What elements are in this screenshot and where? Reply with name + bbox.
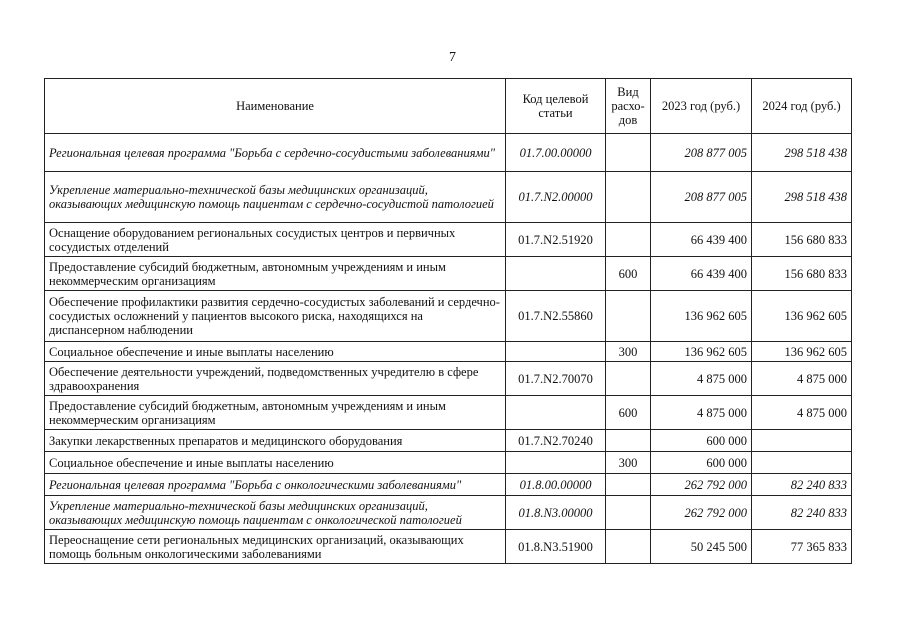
row-name: Предоставление субсидий бюджетным, автономным учреждениям и иным некоммерческим организациям (45, 257, 506, 291)
row-name: Предоставление субсидий бюджетным, автономным учреждениям и иным некоммерческим организациям (45, 396, 506, 430)
row-expense-type (606, 474, 651, 496)
row-amount-2024: 156 680 833 (752, 223, 852, 257)
row-name: Обеспечение деятельности учреждений, подведомственных учредителю в сфере здравоохранения (45, 362, 506, 396)
row-amount-2024: 4 875 000 (752, 396, 852, 430)
table-row (45, 342, 852, 362)
table-row (45, 257, 852, 291)
header-name: Наименование (45, 79, 506, 134)
row-code: 01.7.N2.70240 (506, 430, 606, 452)
row-amount-2024 (752, 430, 852, 452)
row-amount-2023: 66 439 400 (651, 223, 752, 257)
row-amount-2024: 77 365 833 (752, 530, 852, 564)
row-name: Региональная целевая программа "Борьба с сердечно-сосудистыми заболеваниями" (45, 134, 506, 172)
row-expense-type (606, 530, 651, 564)
row-expense-type (606, 172, 651, 223)
row-amount-2023: 136 962 605 (651, 342, 752, 362)
row-code: 01.8.N3.00000 (506, 496, 606, 530)
row-name: Укрепление материально-технической базы медицинских организаций, оказывающих медицинскую помощь пациентам с онкологической патологией (45, 496, 506, 530)
row-amount-2024: 82 240 833 (752, 496, 852, 530)
row-amount-2024: 298 518 438 (752, 134, 852, 172)
header-code: Код целевой статьи (506, 79, 606, 134)
row-amount-2023: 4 875 000 (651, 362, 752, 396)
row-amount-2023: 136 962 605 (651, 291, 752, 342)
row-expense-type (606, 134, 651, 172)
row-code: 01.8.00.00000 (506, 474, 606, 496)
row-name: Укрепление материально-технической базы медицинских организаций, оказывающих медицинскую помощь пациентам с сердечно-сосудистой патологией (45, 172, 506, 223)
table-header-row (45, 79, 852, 134)
row-name: Переоснащение сети региональных медицинских организаций, оказывающих помощь больным онкологическими заболеваниями (45, 530, 506, 564)
row-amount-2023: 208 877 005 (651, 172, 752, 223)
row-expense-type (606, 223, 651, 257)
row-amount-2023: 600 000 (651, 452, 752, 474)
row-name: Социальное обеспечение и иные выплаты населению (45, 342, 506, 362)
row-code (506, 452, 606, 474)
row-name: Социальное обеспечение и иные выплаты населению (45, 452, 506, 474)
table-row (45, 396, 852, 430)
table-row (45, 530, 852, 564)
row-amount-2023: 4 875 000 (651, 396, 752, 430)
row-code: 01.7.00.00000 (506, 134, 606, 172)
row-expense-type: 300 (606, 342, 651, 362)
row-amount-2023: 66 439 400 (651, 257, 752, 291)
row-code: 01.7.N2.55860 (506, 291, 606, 342)
table-row (45, 474, 852, 496)
row-amount-2023: 262 792 000 (651, 496, 752, 530)
row-amount-2024: 136 962 605 (752, 342, 852, 362)
row-code (506, 396, 606, 430)
row-name: Закупки лекарственных препаратов и медицинского оборудования (45, 430, 506, 452)
row-code (506, 342, 606, 362)
row-amount-2024: 82 240 833 (752, 474, 852, 496)
row-expense-type (606, 496, 651, 530)
row-expense-type (606, 430, 651, 452)
row-code (506, 257, 606, 291)
row-amount-2024: 156 680 833 (752, 257, 852, 291)
table-row (45, 291, 852, 342)
row-amount-2023: 600 000 (651, 430, 752, 452)
table-row (45, 430, 852, 452)
row-amount-2024: 4 875 000 (752, 362, 852, 396)
row-amount-2024 (752, 452, 852, 474)
row-code: 01.7.N2.70070 (506, 362, 606, 396)
table-body (45, 134, 852, 564)
table-row (45, 496, 852, 530)
row-expense-type: 600 (606, 396, 651, 430)
row-name: Обеспечение профилактики развития сердечно-сосудистых заболеваний и сердечно-сосудистых осложнений у пациентов высокого риска, находящихся на диспансерном наблюдении (45, 291, 506, 342)
row-amount-2023: 208 877 005 (651, 134, 752, 172)
row-amount-2023: 50 245 500 (651, 530, 752, 564)
row-amount-2024: 298 518 438 (752, 172, 852, 223)
row-code: 01.7.N2.00000 (506, 172, 606, 223)
page-number: 7 (449, 50, 456, 65)
row-expense-type: 300 (606, 452, 651, 474)
row-code: 01.8.N3.51900 (506, 530, 606, 564)
table-row (45, 223, 852, 257)
row-expense-type (606, 362, 651, 396)
table-row (45, 172, 852, 223)
row-expense-type: 600 (606, 257, 651, 291)
row-amount-2023: 262 792 000 (651, 474, 752, 496)
row-expense-type (606, 291, 651, 342)
table-row (45, 362, 852, 396)
table-row (45, 134, 852, 172)
table-row (45, 452, 852, 474)
header-year-2023: 2023 год (руб.) (651, 79, 752, 134)
header-year-2024: 2024 год (руб.) (752, 79, 852, 134)
row-code: 01.7.N2.51920 (506, 223, 606, 257)
header-expense-type: Вид расхо-дов (606, 79, 651, 134)
row-name: Оснащение оборудованием региональных сосудистых центров и первичных сосудистых отделений (45, 223, 506, 257)
row-name: Региональная целевая программа "Борьба с онкологическими заболеваниями" (45, 474, 506, 496)
row-amount-2024: 136 962 605 (752, 291, 852, 342)
budget-table (44, 78, 852, 564)
